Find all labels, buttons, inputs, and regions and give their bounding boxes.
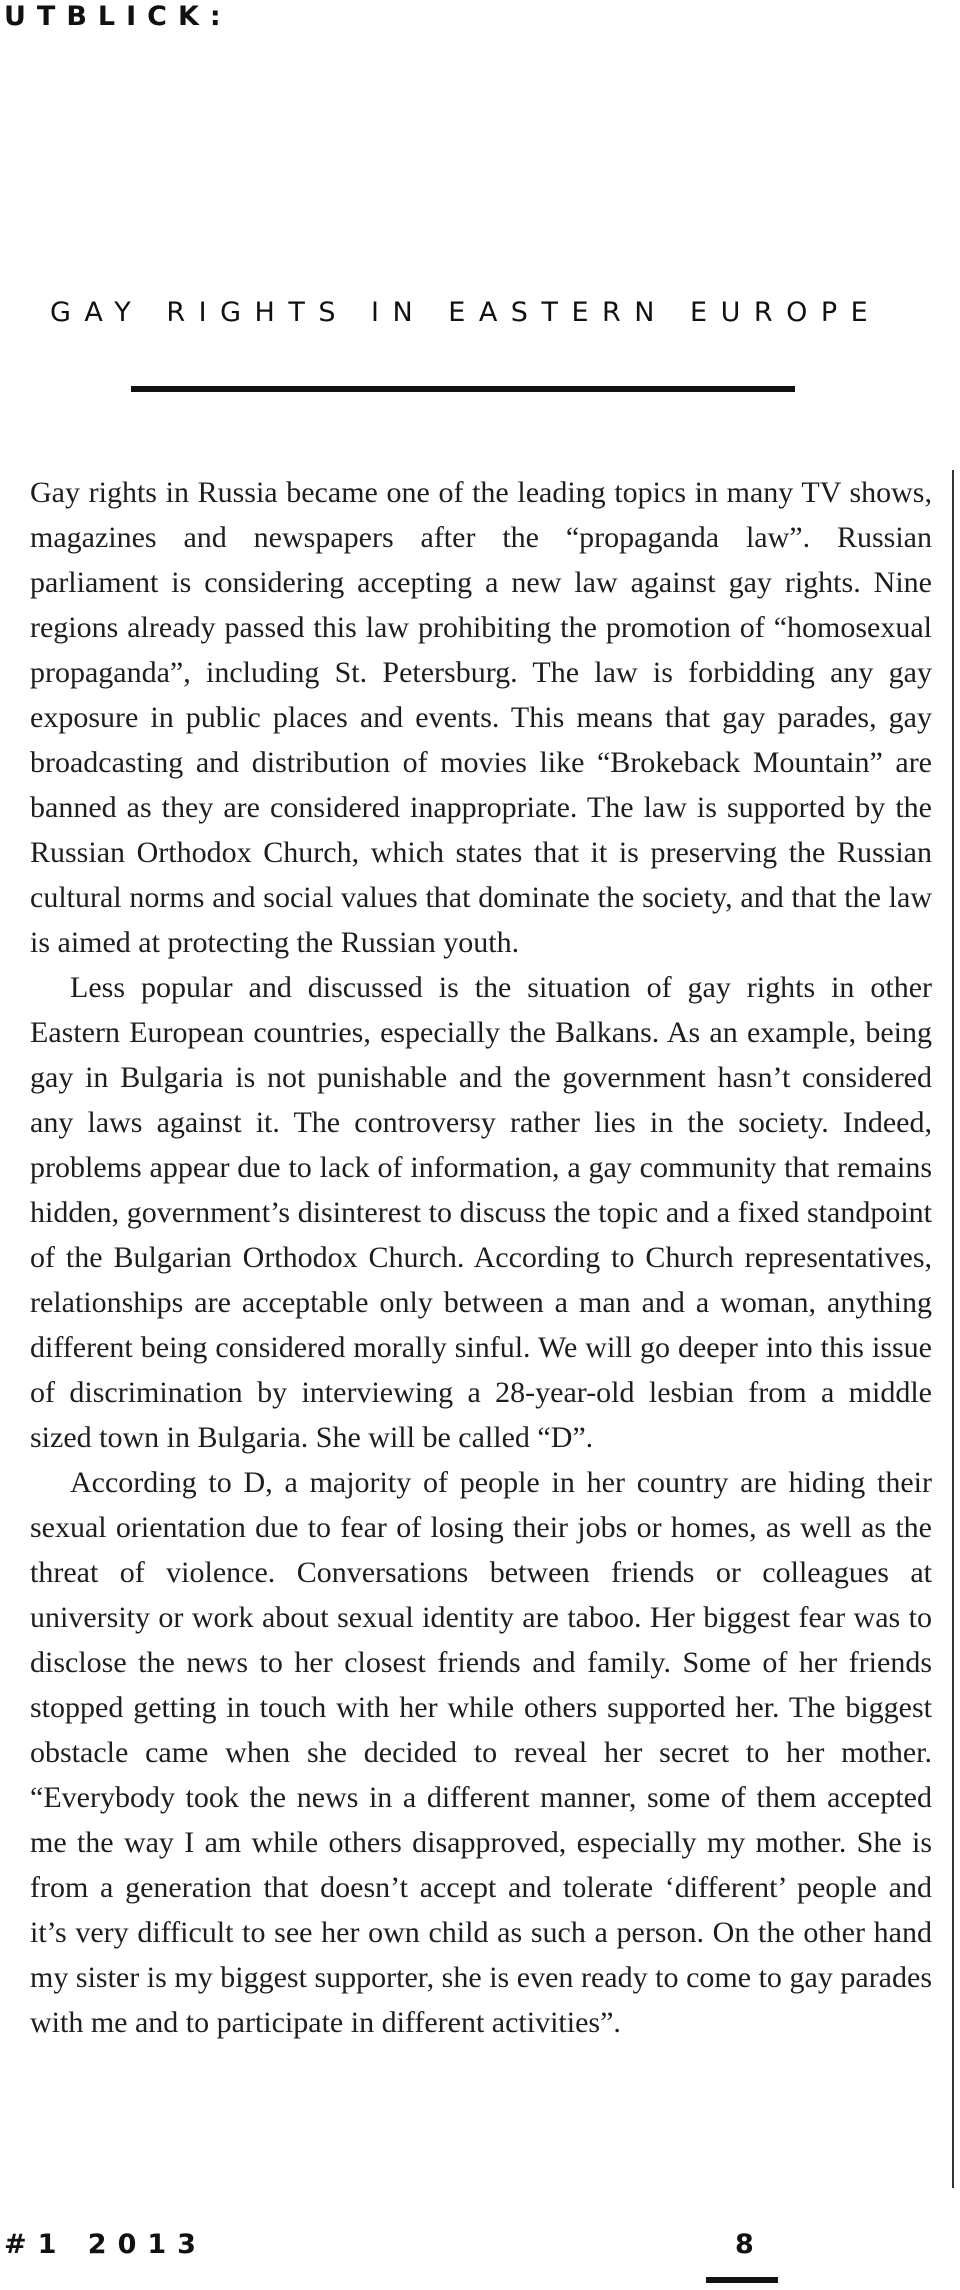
article-paragraph-2: Less popular and discussed is the situation of gay rights in other Eastern European countries, especially the Balkans. As an example, being gay in Bulgaria is not punishable and the government hasn’t considered any laws against it. The controversy rather lies in the society. Indeed, problems appear due to lack of information, a gay community that remains hidden, government’s disinterest to discuss the topic and a fixed standpoint of the Bulgarian Orthodox Church. According to Church representatives, relationships are acceptable only between a man and a woman, anything different being considered morally sinful. We will go deeper into this issue of discrimination by interviewing a 28-year-old lesbian from a middle sized town in Bulgaria. She will be called “D”. [30, 971, 932, 1454]
footer-issue-label: #1 2013 [4, 2229, 207, 2260]
section-label: UTBLICK: [4, 1, 232, 32]
footer-page-rule [706, 2277, 778, 2283]
column-divider-rule [952, 470, 954, 2188]
article-paragraph-1: Gay rights in Russia became one of the leading topics in many TV shows, magazines and newspapers after the “propaganda law”. Russian parliament is considering accepting a new law against gay rights. Nine regions already passed this law prohibiting the promotion of “homosexual propaganda”, including St. Petersburg. The law is forbidding any gay exposure in public places and events. This means that gay parades, gay broadcasting and distribution of movies like “Brokeback Mountain” are banned as they are considered inappropriate. The law is supported by the Russian Orthodox Church, which states that it is preserving the Russian cultural norms and social values that dominate the society, and that the law is aimed at protecting the Russian youth. [30, 476, 932, 959]
footer-page-number: 8 [735, 2229, 754, 2260]
article-title: GAY RIGHTS IN EASTERN EUROPE [50, 297, 882, 328]
title-underline-rule [131, 386, 795, 392]
article-body [30, 470, 932, 2045]
article-paragraph-3: According to D, a majority of people in her country are hiding their sexual orientation due to fear of losing their jobs or homes, as well as the threat of violence. Conversations between friends or colleagues at university or work about sexual identity are taboo. Her biggest fear was to disclose the news to her closest friends and family. Some of her friends stopped getting in touch with her while others supported her. The biggest obstacle came when she decided to reveal her secret to her mother. “Everybody took the news in a different manner, some of them accepted me the way I am while others disapproved, especially my mother. She is from a generation that doesn’t accept and tolerate ‘different’ people and it’s very difficult to see her own child as such a person. On the other hand my sister is my biggest supporter, she is even ready to come to gay parades with me and to participate in different activities”. [30, 1466, 932, 2039]
